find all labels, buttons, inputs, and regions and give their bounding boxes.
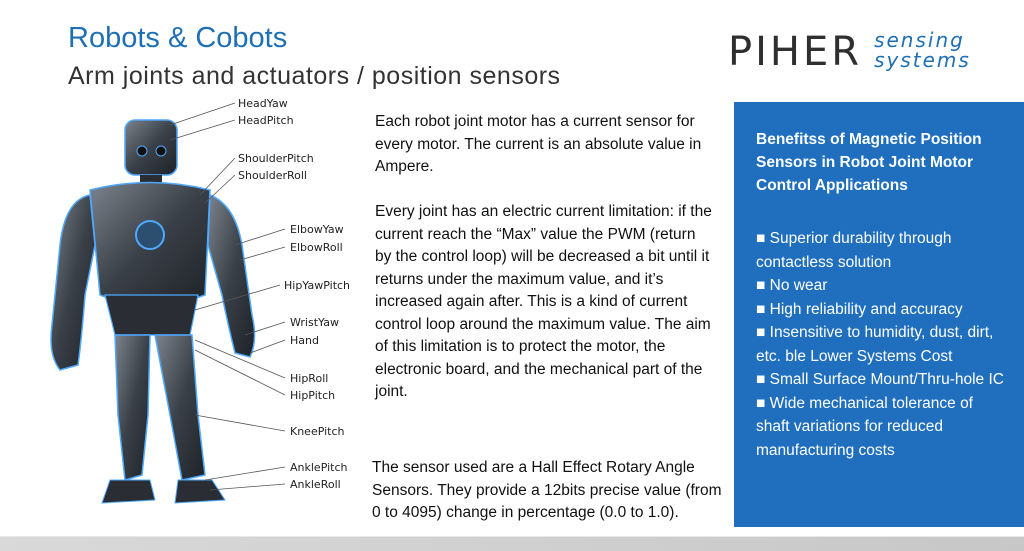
logo-tagline (874, 26, 971, 70)
label-kneepitch: KneePitch (290, 425, 345, 438)
robot-right-foot (175, 480, 225, 503)
label-anklepitch: AnklePitch (290, 461, 348, 474)
robot-head (125, 120, 177, 175)
benefit-item: ■ No wear (756, 277, 828, 294)
benefit-item: ■ Superior durability through contactless solution (756, 230, 952, 271)
benefits-title: Benefitss of Magnetic Position Sensors in Robot Joint Motor Control Applications (756, 131, 982, 194)
robot-right-leg (155, 335, 205, 480)
label-headpitch: HeadPitch (238, 114, 294, 127)
piher-logo (728, 26, 971, 80)
paragraph-current-sensor: Each robot joint motor has a current sensor for every motor. The current is an absolute value in Ampere. (375, 113, 702, 175)
benefits-list (756, 227, 1004, 462)
label-headyaw: HeadYaw (238, 97, 288, 110)
robot-left-arm (51, 195, 95, 370)
label-hippitch: HipPitch (290, 389, 336, 402)
label-hiproll: HipRoll (290, 372, 329, 385)
bottom-bar (0, 537, 1024, 551)
benefit-item: ■ Wide mechanical tolerance of shaft variations for reduced manufacturing costs (756, 394, 973, 459)
page-subtitle: Arm joints and actuators / position sensors (68, 62, 561, 90)
robot-pelvis (105, 295, 198, 335)
label-hand: Hand (290, 334, 319, 347)
robot-eye (156, 146, 166, 156)
page-title: Robots & Cobots (68, 22, 288, 54)
robot-left-leg (115, 335, 150, 480)
robot-illustration (30, 95, 365, 515)
robot-chest-emblem (136, 221, 164, 249)
label-elbowroll: ElbowRoll (290, 241, 343, 254)
benefit-item: ■ Small Surface Mount/Thru-hole IC (756, 371, 1004, 388)
robot-left-foot (102, 480, 155, 503)
label-shoulderpitch: ShoulderPitch (238, 152, 314, 165)
label-ankleroll: AnkleRoll (290, 478, 341, 491)
label-shoulderroll: ShoulderRoll (238, 169, 307, 182)
label-elbowyaw: ElbowYaw (290, 223, 344, 236)
logo-line-1: sensing (874, 28, 965, 52)
label-hipyawpitch: HipYawPitch (284, 279, 351, 292)
logo-main: PIHER (728, 29, 863, 75)
label-wristyaw: WristYaw (290, 316, 339, 329)
paragraph-current-limitation: Every joint has an electric current limitation: if the current reach the “Max” value the PWM (return by the control loop) will be decreased a bit until it returns under the maximum value, and it’s increased again after. This is a kind of current control loop around the maximum value. The aim of this limitation is to protect the motor, the electronic board, and the mechanical part of the joint. (375, 203, 712, 400)
benefit-item: ■ Insensitive to humidity, dust, dirt, etc. ble Lower Systems Cost (756, 324, 994, 365)
paragraph-hall-sensor: The sensor used are a Hall Effect Rotary Angle Sensors. They provide a 12bits precise value (from 0 to 4095) change in percentage (0.0 to 1.0). (372, 459, 722, 521)
robot-eye (137, 146, 147, 156)
logo-line-2: systems (874, 48, 971, 72)
benefits-panel (734, 102, 1024, 527)
robot-right-arm (208, 195, 255, 357)
robot-drawing (30, 95, 365, 515)
benefit-item: ■ High reliability and accuracy (756, 300, 963, 318)
